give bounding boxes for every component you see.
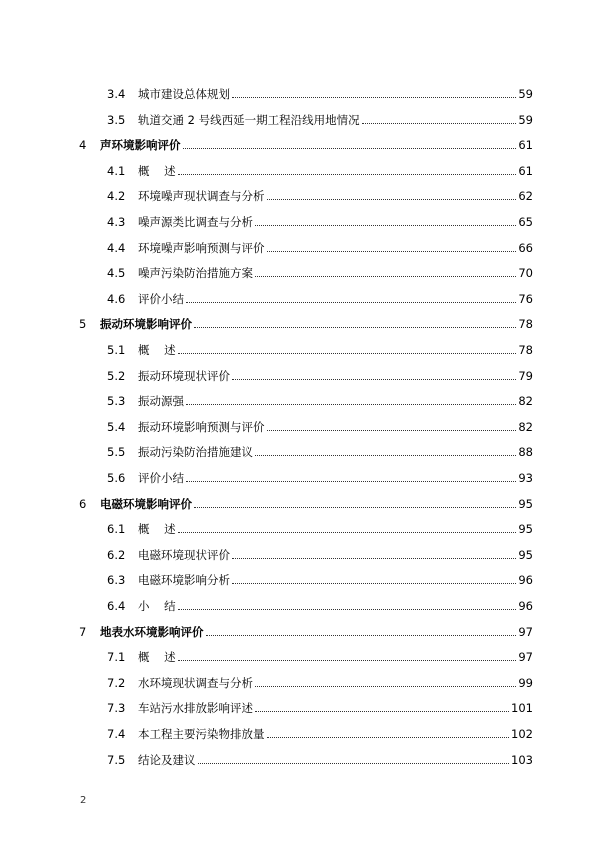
toc-entry-title: 电磁环境影响评价	[100, 496, 192, 511]
toc-entry-number: 5.3	[107, 394, 126, 409]
toc-entry-title: 车站污水排放影响评述	[138, 701, 253, 716]
toc-entry-page: 59	[518, 112, 533, 127]
toc-entry-title: 振动污染防治措施建议	[138, 445, 253, 460]
toc-entry-title: 振动环境影响评价	[100, 317, 192, 332]
toc-dot-leader	[232, 96, 516, 98]
toc-entry[interactable]	[107, 597, 533, 613]
toc-dot-leader	[186, 480, 516, 482]
toc-entry-page: 95	[518, 547, 533, 562]
toc-entry-page: 97	[518, 624, 533, 639]
toc-entry-number: 7.1	[107, 650, 126, 665]
toc-entry[interactable]	[107, 699, 533, 715]
toc-entry-page: 96	[518, 573, 533, 588]
toc-entry-number: 5.6	[107, 471, 126, 485]
toc-entry-title: 概 述	[138, 343, 176, 357]
toc-dot-leader	[183, 147, 517, 149]
toc-entry-page: 78	[518, 343, 533, 357]
toc-entry[interactable]	[107, 264, 533, 280]
toc-entry-number: 7.4	[107, 727, 126, 741]
toc-entry[interactable]	[107, 187, 533, 203]
toc-dot-leader	[186, 403, 516, 405]
toc-entry-title: 振动环境现状评价	[138, 368, 230, 383]
toc-entry-number: 3.5	[107, 112, 126, 127]
toc-entry-title: 轨道交通 2 号线西延一期工程沿线用地情况	[138, 112, 360, 127]
toc-entry[interactable]	[107, 392, 533, 408]
toc-entry-page: 97	[518, 650, 533, 665]
toc-dot-leader	[255, 710, 509, 712]
toc-entry-number: 7.5	[107, 752, 126, 767]
toc-dot-leader	[267, 429, 517, 431]
toc-entry-page: 66	[518, 240, 533, 255]
toc-entry-page: 62	[518, 189, 533, 204]
toc-entry-number: 5.4	[107, 419, 126, 434]
toc-entry-number: 6	[79, 496, 87, 511]
toc-entry-number: 6.4	[107, 599, 126, 613]
page-number: 2	[80, 795, 87, 806]
toc-entry[interactable]	[107, 725, 533, 741]
toc-entry-title: 结论及建议	[138, 752, 196, 767]
toc-entry-number: 4.2	[107, 189, 126, 204]
toc-entry-page: 61	[518, 163, 533, 178]
toc-entry-number: 5	[79, 317, 87, 332]
toc-entry[interactable]	[107, 520, 533, 536]
toc-entry[interactable]	[107, 469, 533, 485]
toc-entry-title: 评价小结	[138, 291, 184, 306]
toc-entry-number: 7	[79, 624, 87, 639]
toc-entry-number: 5.1	[107, 343, 126, 357]
toc-dot-leader	[362, 122, 517, 124]
toc-dot-leader	[178, 352, 517, 354]
toc-dot-leader	[267, 198, 517, 200]
toc-dot-leader	[206, 634, 517, 636]
toc-entry[interactable]	[107, 162, 533, 178]
toc-entry[interactable]	[107, 674, 533, 690]
toc-dot-leader	[232, 378, 516, 380]
toc-entry-title: 概 述	[138, 522, 176, 537]
toc-entry-title: 环境噪声现状调查与分析	[138, 189, 265, 204]
toc-dot-leader	[267, 250, 517, 252]
toc-entry-page: 65	[518, 215, 533, 229]
toc-entry[interactable]	[107, 341, 533, 357]
toc-dot-leader	[198, 762, 510, 764]
toc-dot-leader	[255, 275, 516, 277]
toc-entry-number: 6.1	[107, 522, 126, 537]
toc-entry-page: 82	[518, 419, 533, 434]
toc-entry[interactable]	[107, 239, 533, 255]
toc-dot-leader	[178, 608, 517, 610]
toc-entry-title: 振动源强	[138, 394, 184, 409]
toc-entry-title: 振动环境影响预测与评价	[138, 419, 265, 434]
toc-entry[interactable]	[107, 648, 533, 664]
toc-entry[interactable]	[79, 136, 533, 152]
toc-entry-number: 7.3	[107, 701, 126, 716]
toc-entry-page: 88	[518, 445, 533, 460]
toc-dot-leader	[194, 326, 516, 328]
toc-entry-page: 99	[518, 675, 533, 690]
toc-entry-page: 82	[518, 394, 533, 409]
toc-entry[interactable]	[107, 443, 533, 459]
toc-entry-title: 评价小结	[138, 471, 184, 485]
toc-entry-number: 5.2	[107, 368, 126, 383]
toc-entry-number: 4.6	[107, 291, 126, 306]
toc-entry-number: 4.5	[107, 266, 126, 281]
toc-entry-page: 103	[511, 752, 533, 767]
toc-entry[interactable]	[107, 418, 533, 434]
toc-entry-page: 79	[518, 368, 533, 383]
toc-entry-page: 76	[518, 291, 533, 306]
toc-entry-title: 概 述	[138, 650, 176, 665]
toc-entry[interactable]	[79, 623, 533, 639]
toc-entry-page: 61	[518, 138, 533, 153]
toc-entry[interactable]	[107, 111, 533, 127]
toc-entry-title: 电磁环境影响分析	[138, 573, 230, 588]
toc-entry-title: 噪声源类比调查与分析	[138, 215, 253, 229]
toc-dot-leader	[194, 506, 516, 508]
toc-dot-leader	[232, 557, 516, 559]
toc-entry-page: 70	[518, 266, 533, 281]
toc-entry-title: 噪声污染防治措施方案	[138, 266, 253, 281]
toc-entry-page: 78	[518, 317, 533, 332]
toc-entry-number: 4.1	[107, 163, 126, 178]
toc-entry-title: 环境噪声影响预测与评价	[138, 240, 265, 255]
toc-entry-title: 本工程主要污染物排放量	[138, 727, 265, 741]
toc-entry-number: 4.4	[107, 240, 126, 255]
toc-entry-title: 城市建设总体规划	[138, 87, 230, 101]
toc-dot-leader	[232, 582, 516, 584]
toc-entry-page: 59	[518, 87, 533, 101]
toc-dot-leader	[178, 659, 517, 661]
toc-entry-number: 4	[79, 138, 87, 153]
toc-entry-number: 4.3	[107, 215, 126, 229]
toc-entry-number: 6.2	[107, 547, 126, 562]
toc-dot-leader	[255, 224, 516, 226]
toc-dot-leader	[186, 301, 516, 303]
toc-entry-page: 95	[518, 522, 533, 537]
toc-entry-page: 101	[511, 701, 533, 716]
toc-entry-page: 96	[518, 599, 533, 613]
toc-entry-title: 概 述	[138, 163, 176, 178]
toc-entry-page: 93	[518, 471, 533, 485]
toc-entry[interactable]	[107, 85, 533, 101]
toc-dot-leader	[178, 173, 517, 175]
toc-entry[interactable]	[107, 571, 533, 587]
toc-entry[interactable]	[107, 213, 533, 229]
toc-entry-number: 6.3	[107, 573, 126, 588]
toc-entry-title: 电磁环境现状评价	[138, 547, 230, 562]
toc-entry-page: 95	[518, 496, 533, 511]
toc-entry-title: 声环境影响评价	[100, 138, 181, 153]
toc-entry-number: 7.2	[107, 675, 126, 690]
toc-entry[interactable]	[107, 290, 533, 306]
toc-entry-title: 地表水环境影响评价	[100, 624, 204, 639]
toc-dot-leader	[255, 685, 516, 687]
toc-entry-number: 5.5	[107, 445, 126, 460]
toc-entry[interactable]	[79, 495, 533, 511]
toc-entry[interactable]	[107, 751, 533, 767]
toc-entry-title: 小 结	[138, 599, 176, 613]
toc-entry-page: 102	[511, 727, 533, 741]
toc-dot-leader	[267, 736, 510, 738]
toc-dot-leader	[178, 531, 517, 533]
toc-entry[interactable]	[79, 315, 533, 331]
toc-dot-leader	[255, 454, 516, 456]
toc-entry[interactable]	[107, 367, 533, 383]
toc-entry[interactable]	[107, 546, 533, 562]
toc-entry-title: 水环境现状调查与分析	[138, 675, 253, 690]
toc-entry-number: 3.4	[107, 87, 126, 101]
